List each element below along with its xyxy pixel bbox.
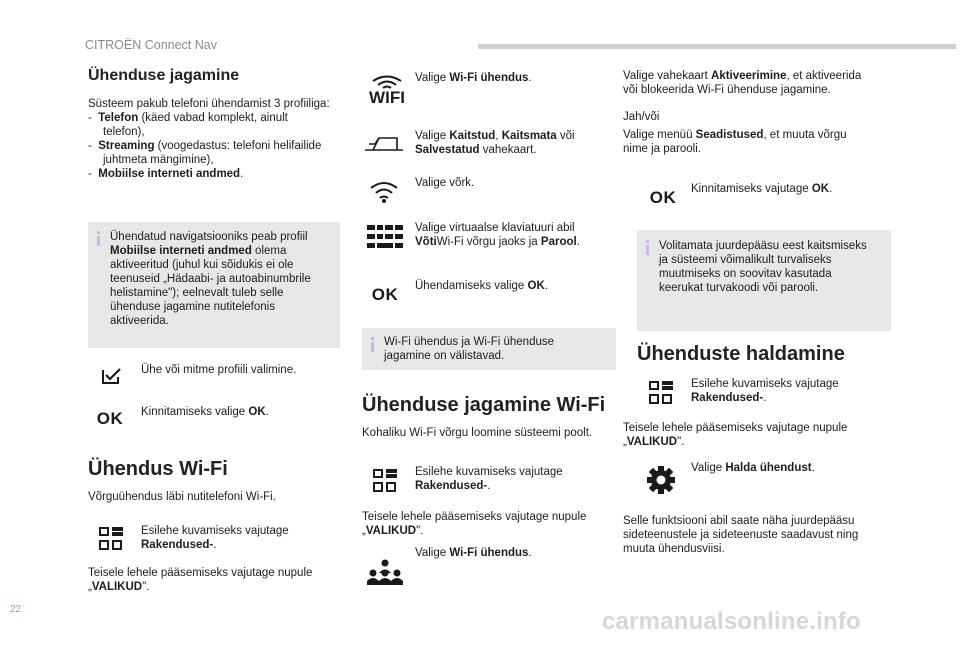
intro-text: Süsteem pakub telefoni ühendamist 3 profiiliga: [88,98,330,110]
step-select-network: Valige võrk. [415,177,475,189]
apps-grid-icon[interactable] [98,526,124,552]
step-select-tab: Valige Kaitstud, Kaitsmata või Salvestatud vahekaart. [415,130,575,156]
ok-button[interactable]: OK [96,409,124,428]
press-options-text: Teisele lehele pääsemiseks vajutage nupule „VALIKUD". [362,511,587,537]
manual-header-title: CITROËN Connect Nav [85,38,217,52]
list-item-cont: telefon), [103,126,145,138]
gear-icon[interactable] [645,464,677,496]
section-title-wifi-sharing: Ühenduse jagamine Wi-Fi [362,394,606,416]
info-note: Volitamata juurdepääsu eest kaitsmiseks ja süsteemi võimalikult turvaliseks muutmiseks on soovitav kasutada keerukat turvakoodi või parooli. [637,230,891,331]
ok-button[interactable]: OK [649,188,677,207]
wifi-signal-icon[interactable] [368,180,400,204]
settings-text: Valige menüü Seadistused, et muuta võrgu nime ja parooli. [623,129,847,155]
section-title-manage-connections: Ühenduste haldamine [637,343,845,365]
list-item: - Telefon (käed vabad komplekt, ainult [88,112,288,124]
wifi-label: WIFI [369,88,405,107]
wifi-icon[interactable] [366,70,408,112]
header-rule [478,44,956,49]
activation-text: Valige vahekaart Aktiveerimine, et aktiveerida või blokeerida Wi-Fi ühenduse jagamine. [623,70,862,96]
step-select-profile: Ühe või mitme profiili valimine. [141,364,297,376]
step-apps: Esilehe kuvamiseks vajutage Rakendused-. [415,466,563,492]
keyboard-icon[interactable] [366,224,404,250]
step-keyboard: Valige virtuaalse klaviatuuri abil VõtiWi-Fi võrgu jaoks ja Parool. [415,222,580,248]
step-wifi-connection: Valige Wi-Fi ühendus. [415,72,532,84]
profile-list [88,111,348,181]
share-intro: Kohaliku Wi-Fi võrgu loomine süsteemi poolt. [362,427,593,439]
section-title-connection-sharing: Ühenduse jagamine [88,67,240,84]
step-connect-ok: Ühendamiseks valige OK. [415,280,548,292]
ok-button[interactable]: OK [371,285,399,304]
section-title-wifi: Ühendus Wi-Fi [88,458,228,480]
checkbox-icon[interactable] [100,364,124,388]
or-text: Jah/või [623,111,660,123]
watermark: carmanualsonline.info [602,608,861,635]
apps-grid-icon[interactable] [372,468,398,494]
closing-text: Selle funktsiooni abil saate näha juurdepääsu sideteenustele ja sideteenuste saadavust ning muuta ühendusviisi. [623,515,859,555]
tabs-icon[interactable] [362,134,406,154]
info-icon [97,231,100,234]
info-icon [371,337,374,340]
apps-grid-icon[interactable] [648,380,674,406]
wifi-intro: Võrguühendus läbi nutitelefoni Wi-Fi. [88,491,276,503]
list-item: - Streaming (voogedastus: telefoni helifailide [88,140,322,152]
info-icon [646,240,649,243]
step-manage-connection: Valige Halda ühendust. [691,462,815,474]
page-number: 22 [10,604,22,615]
press-options-text: Teisele lehele pääsemiseks vajutage nupule „VALIKUD". [623,422,848,448]
step-confirm-ok: Kinnitamiseks vajutage OK. [691,183,833,195]
users-icon[interactable] [366,558,404,588]
info-note: Wi-Fi ühendus ja Wi-Fi ühenduse jagamine on välistavad. [362,328,616,370]
step-wifi-connection-2: Valige Wi-Fi ühendus. [415,547,532,559]
step-confirm: Kinnitamiseks valige OK. [141,406,269,418]
press-options-text: Teisele lehele pääsemiseks vajutage nupule „VALIKUD". [88,567,313,593]
step-apps: Esilehe kuvamiseks vajutage Rakendused-. [141,525,289,551]
list-item-cont: juhtmeta mängimine), [103,154,214,166]
step-apps: Esilehe kuvamiseks vajutage Rakendused-. [691,378,839,404]
info-note: Ühendatud navigatsiooniks peab profiil Mobiilse interneti andmed olema aktiveeritud (juhul kui sõidukis ei ole teenuseid „Hädaabi- ja autoabinumbrile helistamine"); eelnevalt tuleb selle ühenduse jagamine nutitelefonis aktiveerida. [88,222,340,348]
list-item: - Mobiilse interneti andmed. [88,168,244,180]
